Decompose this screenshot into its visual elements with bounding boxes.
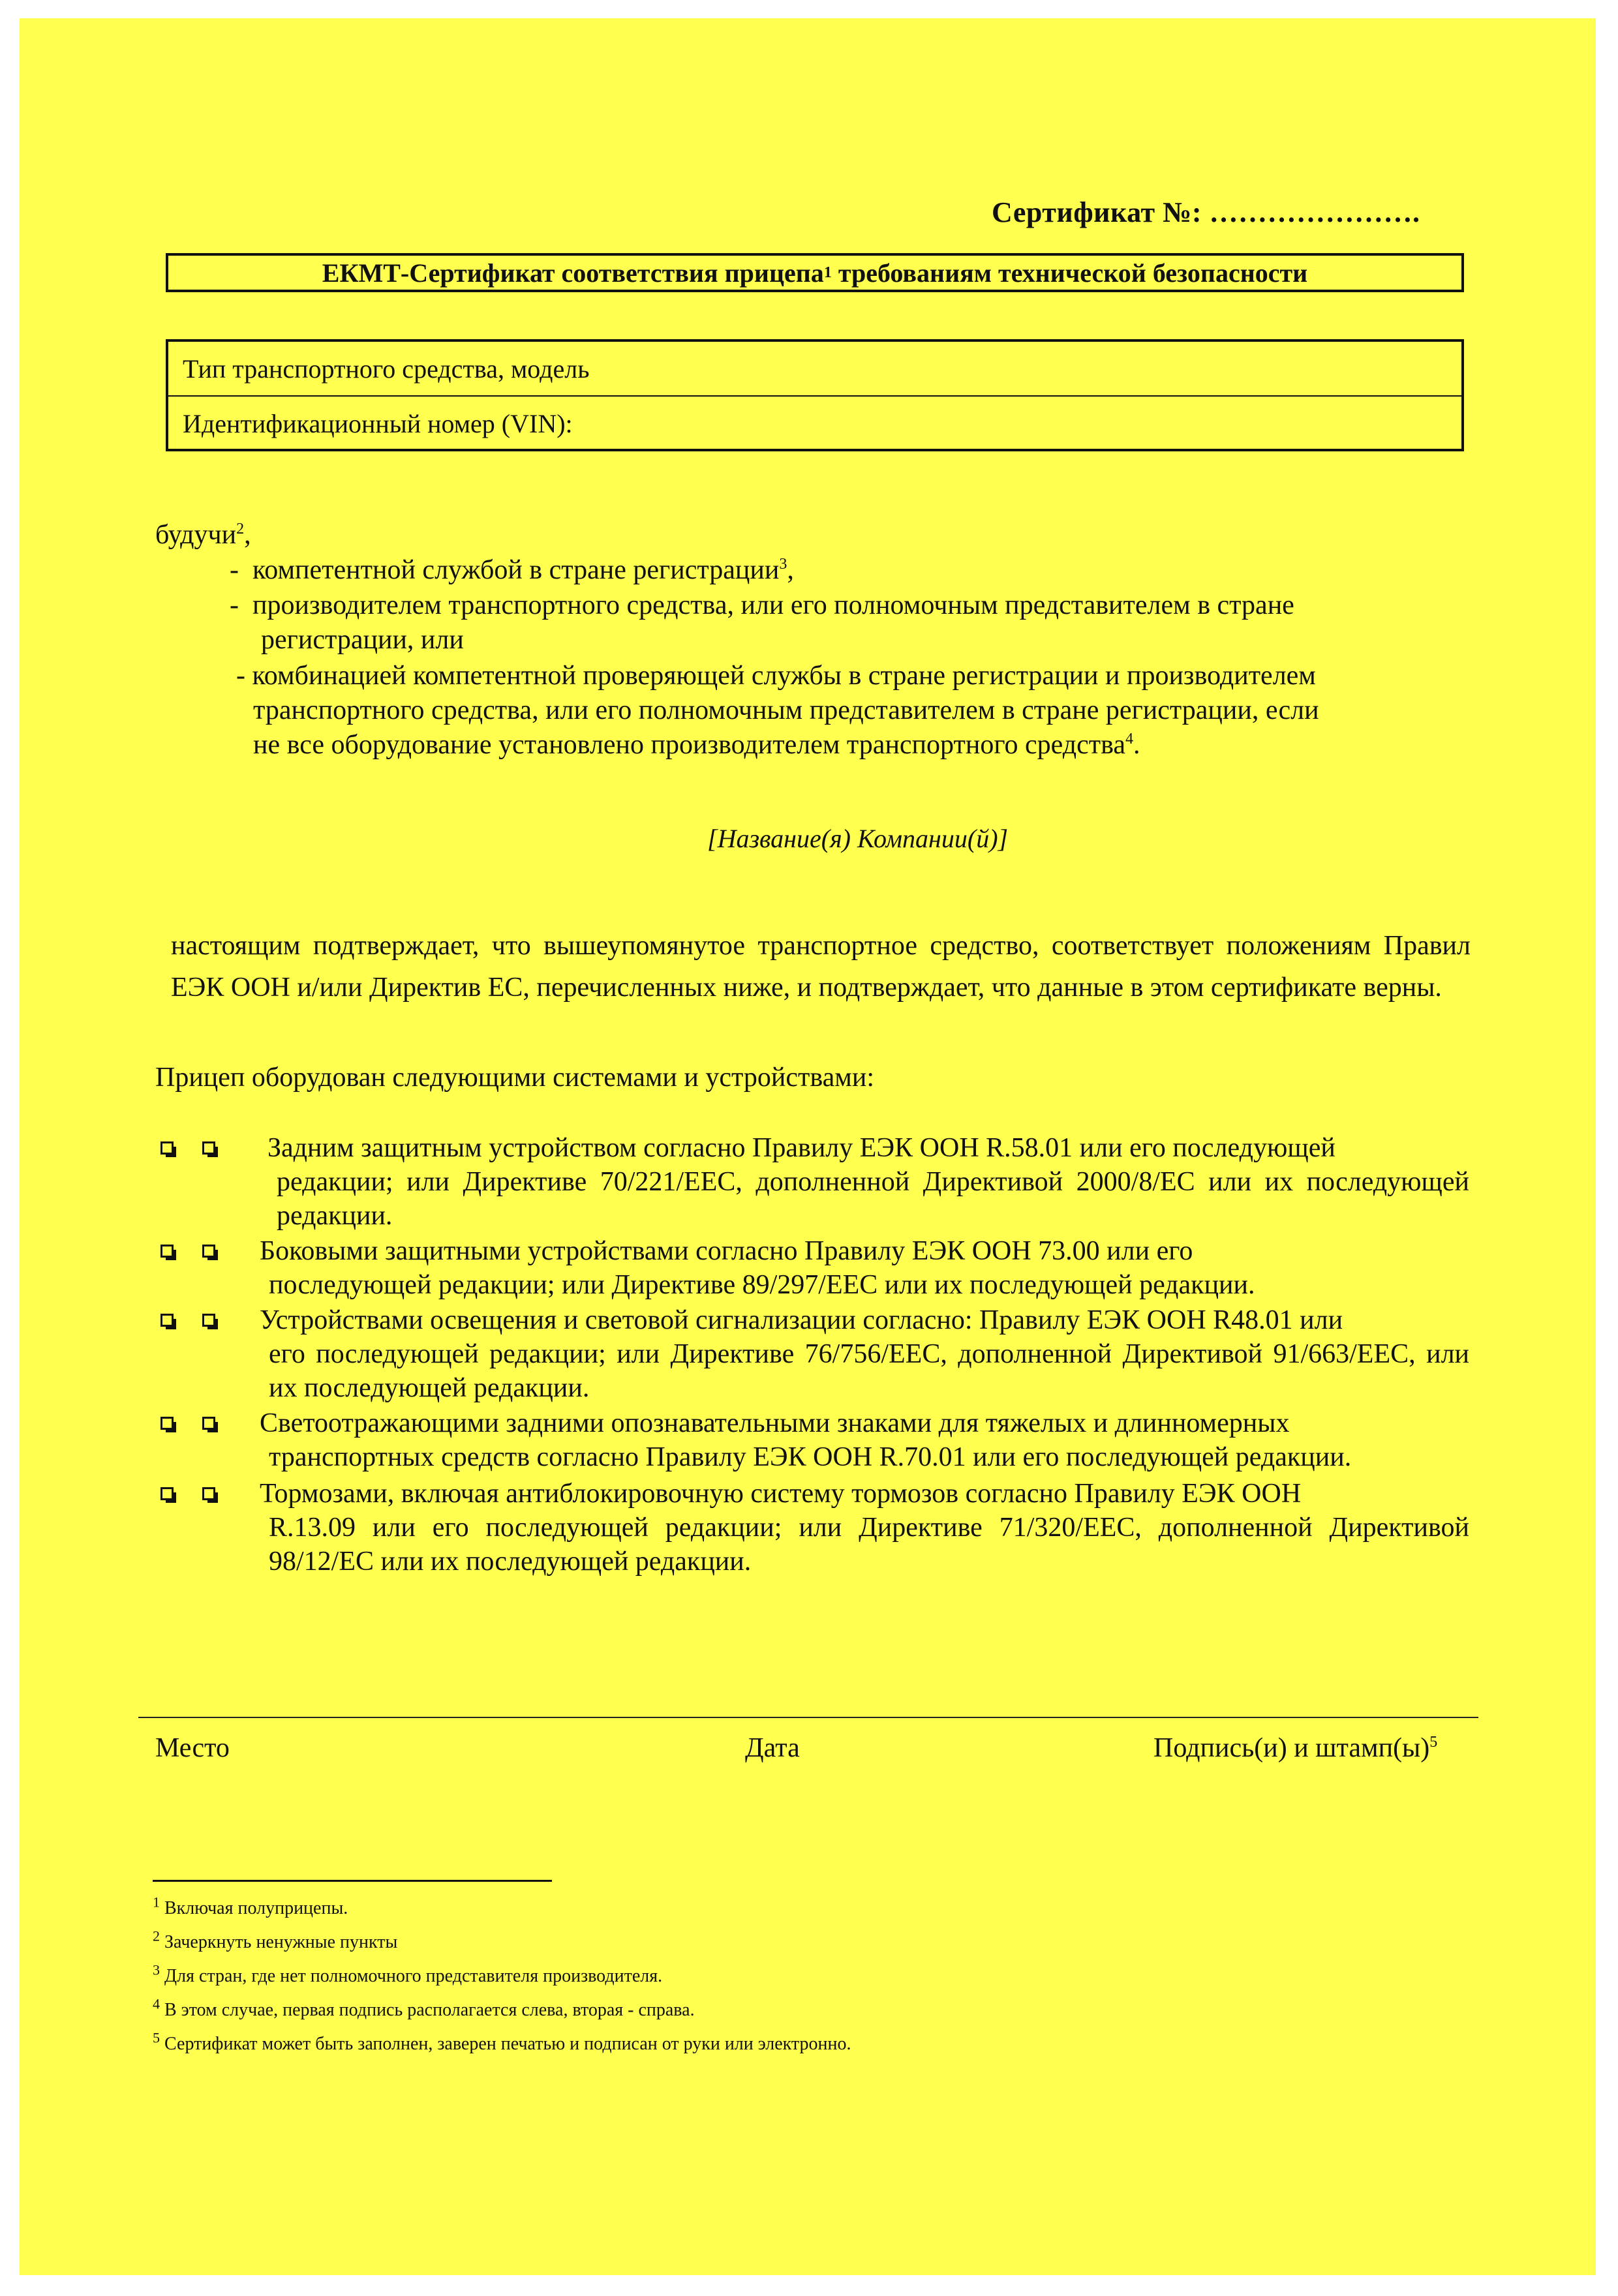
being-footnote-ref: 2 [236,521,245,537]
confirmation-paragraph: настоящим подтверждает, что вышеупомянутое транспортное средство, соответствует положениям Правил ЕЭК ООН и/или Директив ЕС, перечисленных ниже, и подтверждает, что данные в этом сертификате верны. [171,931,1471,1003]
footnote-1-text: Включая полуприцепы. [164,1898,348,1918]
equipment-item-2-rest: последующей редакции; или Директиве 89/297/EEC или их последующей редакции. [269,1270,1255,1300]
checkbox-icon[interactable] [160,1417,174,1430]
being-punct: , [244,520,251,550]
authority-option-3-line3-text: не все оборудование установлено производителем транспортного средства [253,730,1126,760]
footnote-4 [153,1995,695,2021]
equipment-item-2-line1: Боковыми защитными устройствами согласно Правилу ЕЭК ООН 73.00 или его [260,1236,1193,1266]
equipment-item-4-line1: Светоотражающими задними опознавательными знаками для тяжелых и длинномерных [260,1408,1290,1438]
footnote-ref-5: 5 [1429,1734,1438,1751]
vin-row[interactable] [168,395,1461,450]
footnote-1-number: 1 [153,1894,160,1911]
footnote-ref-4: 4 [1125,731,1134,748]
checkbox-icon[interactable] [202,1314,215,1327]
equipment-item-5-line1: Тормозами, включая антиблокировочную систему тормозов согласно Правилу ЕЭК ООН [260,1479,1302,1509]
equipment-item-4-rest: транспортных средств согласно Правилу ЕЭК ООН R.70.01 или его последующей редакции. [269,1442,1352,1472]
signature-stamp-label [1153,1732,1437,1764]
footnote-2-number: 2 [153,1927,160,1944]
being-text: будучи [155,520,237,550]
equipment-item-1-text [267,1131,1469,1233]
certificate-number-label: Сертификат №: …………………. [992,196,1420,228]
authority-option-3-line1: - комбинацией компетентной проверяющей службы в стране регистрации и производителем [236,661,1316,691]
equipment-item-2-text [260,1234,1469,1302]
checkbox-icon[interactable] [160,1245,174,1258]
authority-option-1 [230,553,794,588]
authority-option-2-line1: - производителем транспортного средства, или его полномочным представителем в стране [230,590,1294,620]
authority-option-3-punct: . [1133,730,1140,760]
authority-option-1-text: - компетентной службой в стране регистрации [230,555,780,585]
signature-stamp-text: Подпись(и) и штамп(ы) [1153,1733,1430,1763]
authority-option-3-line3 [236,728,1319,763]
checkbox-icon[interactable] [202,1245,215,1258]
date-label: Дата [745,1733,800,1763]
vehicle-type-label: Тип транспортного средства, модель [183,354,590,384]
being-label [155,519,251,551]
company-name-placeholder[interactable]: [Название(я) Компании(й)] [707,824,1009,853]
authority-option-3 [236,659,1319,763]
checkbox-icon[interactable] [202,1417,215,1430]
authority-option-2-line2: регистрации, или [261,625,464,655]
signature-line [138,1717,1478,1718]
vehicle-info-box [166,339,1464,451]
place-label: Место [155,1733,230,1763]
title-text-after: требованиям технической безопасности [831,258,1308,288]
checkbox-icon[interactable] [160,1141,174,1155]
title-text: ЕКМТ-Сертификат соответствия прицепа [322,258,824,288]
equipment-item-1-rest: редакции; или Директиве 70/221/EEC, дополненной Директивой 2000/8/EC или их последующей редакции. [277,1167,1469,1231]
footnote-5 [153,2029,851,2055]
footnote-5-number: 5 [153,2029,160,2046]
checkbox-icon[interactable] [160,1487,174,1500]
equipment-item-4-text [260,1406,1469,1474]
checkbox-icon[interactable] [160,1314,174,1327]
equipment-heading: Прицеп оборудован следующими системами и устройствами: [155,1063,874,1093]
vehicle-type-row[interactable] [168,342,1461,395]
footnote-3-number: 3 [153,1961,160,1978]
footnote-ref-3: 3 [779,556,787,573]
authority-option-1-punct: , [787,555,794,585]
authority-option-3-line2: транспортного средства, или его полномочным представителем в стране регистрации, если [253,695,1319,725]
footnote-2 [153,1927,398,1953]
equipment-item-3-rest: его последующей редакции; или Директиве 76/756/EEC, дополненной Директивой 91/663/EEC, или их последующей редакции. [269,1339,1469,1403]
equipment-item-3-line1: Устройствами освещения и световой сигнализации согласно: Правилу ЕЭК ООН R48.01 или [260,1305,1343,1335]
equipment-item-1-line1: Задним защитным устройством согласно Правилу ЕЭК ООН R.58.01 или его последующей [267,1133,1336,1163]
equipment-item-5-rest: R.13.09 или его последующей редакции; или Директиве 71/320/EEC, дополненной Директивой 98/12/EC или их последующей редакции. [269,1513,1469,1577]
certificate-title: ЕКМТ-Сертификат соответствия прицепа 1 требованиям технической безопасности [166,253,1464,292]
footnote-3-text: Для стран, где нет полномочного представителя производителя. [164,1966,663,1986]
vin-label: Идентификационный номер (VIN): [183,408,573,438]
equipment-item-3-text [260,1303,1469,1405]
footnote-1 [153,1894,348,1919]
checkbox-icon[interactable] [202,1487,215,1500]
equipment-item-5-text [260,1477,1469,1578]
authority-option-2 [230,588,1294,657]
footnote-4-number: 4 [153,1995,160,2012]
checkbox-icon[interactable] [202,1141,215,1155]
footnote-3 [153,1961,663,1987]
footnote-divider [153,1880,552,1882]
footnote-5-text: Сертификат может быть заполнен, заверен печатью и подписан от руки или электронно. [164,2034,851,2054]
footnote-2-text: Зачеркнуть ненужные пункты [164,1932,398,1952]
footnote-4-text: В этом случае, первая подпись располагается слева, вторая - справа. [164,2000,695,2020]
